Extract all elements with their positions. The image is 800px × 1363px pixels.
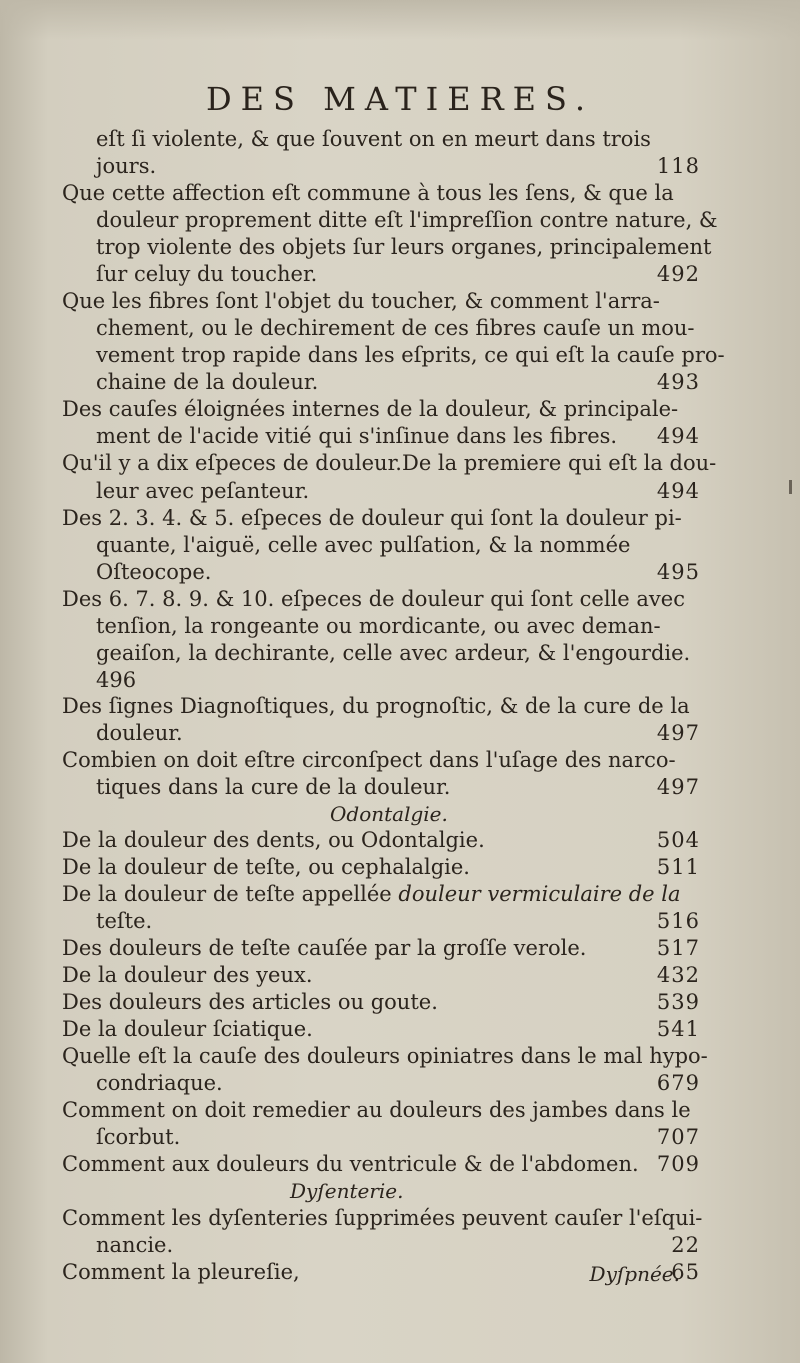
entry-text: De la douleur ſciatique. <box>62 1017 313 1041</box>
index-line <box>0 1206 800 1236</box>
entry-text: eſt ſi violente, & que ſouvent on en meurt dans trois <box>96 127 651 151</box>
page-number: 432 <box>656 963 700 987</box>
index-line <box>0 909 800 939</box>
entry-text: De la douleur des yeux. <box>62 963 313 987</box>
page-number: 492 <box>656 262 700 286</box>
index-line <box>0 748 800 778</box>
index-line <box>0 343 800 373</box>
index-line <box>0 506 800 536</box>
entry-text: 496 <box>96 668 137 692</box>
entry-text: condriaque. <box>96 1071 223 1095</box>
index-line <box>0 316 800 346</box>
index-line <box>0 1125 800 1155</box>
page-number: 65 <box>671 1260 700 1284</box>
index-line <box>0 424 800 454</box>
catchword: Dyſpnée. <box>589 1262 680 1286</box>
entry-text: trop violente des objets ſur leurs organes, principalement <box>96 235 712 259</box>
index-line <box>0 397 800 427</box>
entry-text: Oſteocope. <box>96 560 212 584</box>
entry-text: teſte. <box>96 909 153 933</box>
index-line <box>0 1233 800 1263</box>
page-number: 517 <box>656 936 700 960</box>
index-line <box>0 1260 800 1290</box>
page-number: 504 <box>656 828 700 852</box>
entry-text: jours. <box>96 154 157 178</box>
entry-text: Des ſignes Diagnoſtiques, du prognoſtic, & de la cure de la <box>62 694 690 718</box>
index-line <box>0 694 800 724</box>
entry-text: vement trop rapide dans les eſprits, ce qui eſt la cauſe pro- <box>96 343 725 367</box>
entry-text: Des cauſes éloignées internes de la douleur, & principale- <box>62 397 679 421</box>
section-heading <box>0 1179 800 1209</box>
entry-text: Comment on doit remedier au douleurs des jambes dans le <box>62 1098 691 1122</box>
entry-text: Combien on doit eſtre circonſpect dans l'uſage des narco- <box>62 748 676 772</box>
index-line <box>0 370 800 400</box>
entry-text: Comment les dyſenteries ſupprimées peuvent cauſer l'eſqui- <box>62 1206 703 1230</box>
index-line <box>0 533 800 563</box>
page-number: 495 <box>656 560 700 584</box>
index-line <box>0 1152 800 1182</box>
entry-text: geaiſon, la dechirante, celle avec ardeur, & l'engourdie. <box>96 641 691 665</box>
entry-text: nancie. <box>96 1233 174 1257</box>
page-number: 497 <box>656 775 700 799</box>
running-head: DES MATIERES. <box>206 80 594 118</box>
entry-text: leur avec peſanteur. <box>96 479 310 503</box>
index-line <box>0 479 800 509</box>
entry-text: De la douleur de teſte, ou cephalalgie. <box>62 855 470 879</box>
index-line <box>0 990 800 1020</box>
entry-text: Des 2. 3. 4. & 5. eſpeces de douleur qui ſont la douleur pi- <box>62 506 682 530</box>
entry-wrapper <box>62 882 681 906</box>
entry-text: ſcorbut. <box>96 1125 181 1149</box>
entry-text: Des douleurs de teſte cauſée par la groſſe verole. <box>62 936 587 960</box>
index-line <box>0 560 800 590</box>
page-number: 709 <box>656 1152 700 1176</box>
index-line <box>0 963 800 993</box>
index-line <box>0 775 800 805</box>
index-line <box>0 1044 800 1074</box>
index-line <box>0 208 800 238</box>
page-number: 118 <box>656 154 700 178</box>
entry-text: Que cette affection eſt commune à tous les ſens, & que la <box>62 181 674 205</box>
index-line <box>0 614 800 644</box>
page-edge-mark <box>789 480 792 494</box>
index-line <box>0 882 800 912</box>
entry-text: ſur celuy du toucher. <box>96 262 318 286</box>
index-line <box>0 828 800 858</box>
entry-text: tenſion, la rongeante ou mordicante, ou avec deman- <box>96 614 661 638</box>
entry-text: Dyſenterie. <box>290 1179 404 1203</box>
entry-text: tiques dans la cure de la douleur. <box>96 775 451 799</box>
index-line <box>0 451 800 481</box>
index-line <box>0 1098 800 1128</box>
entry-text: Qu'il y a dix eſpeces de douleur.De la premiere qui eſt la dou- <box>62 451 717 475</box>
page-number: 497 <box>656 721 700 745</box>
entry-text: quante, l'aiguë, celle avec pulſation, & la nommée <box>96 533 631 557</box>
entry-text: Des douleurs des articles ou goute. <box>62 990 438 1014</box>
index-line <box>0 235 800 265</box>
page-number: 493 <box>656 370 700 394</box>
index-line <box>0 289 800 319</box>
entry-text: Quelle eſt la cauſe des douleurs opiniatres dans le mal hypo- <box>62 1044 708 1068</box>
index-line <box>0 936 800 966</box>
entry-text: ment de l'acide vitié qui s'inſinue dans les fibres. <box>96 424 618 448</box>
entry-italic-text: douleur vermiculaire de la <box>398 882 681 906</box>
entry-text: De la douleur des dents, ou Odontalgie. <box>62 828 485 852</box>
page-number: 516 <box>656 909 700 933</box>
entry-text: De la douleur de teſte appellée <box>62 882 399 906</box>
entry-text: Comment aux douleurs du ventricule & de l'abdomen. <box>62 1152 639 1176</box>
entry-text: Odontalgie. <box>330 802 448 826</box>
entry-text: douleur. <box>96 721 183 745</box>
entry-text: chement, ou le dechirement de ces fibres cauſe un mou- <box>96 316 695 340</box>
page-number: 22 <box>671 1233 700 1257</box>
index-line <box>0 154 800 184</box>
page-number: 494 <box>656 479 700 503</box>
index-line <box>0 587 800 617</box>
page-number: 707 <box>656 1125 700 1149</box>
page-number: 511 <box>656 855 700 879</box>
index-line <box>0 1017 800 1047</box>
index-line <box>0 855 800 885</box>
entry-text: Que les fibres ſont l'objet du toucher, & comment l'arra- <box>62 289 660 313</box>
entry-text: chaine de la douleur. <box>96 370 319 394</box>
entry-text: Comment la pleureſie, <box>62 1260 300 1284</box>
page-number: 494 <box>656 424 700 448</box>
index-line <box>0 641 800 671</box>
page-number: 679 <box>656 1071 700 1095</box>
index-line <box>0 127 800 157</box>
index-line <box>0 721 800 751</box>
index-line <box>0 262 800 292</box>
index-line <box>0 1071 800 1101</box>
entry-text: douleur proprement ditte eſt l'impreſſion contre nature, & <box>96 208 718 232</box>
index-line <box>0 181 800 211</box>
page-number: 541 <box>656 1017 700 1041</box>
entry-text: Des 6. 7. 8. 9. & 10. eſpeces de douleur qui ſont celle avec <box>62 587 685 611</box>
page-number: 539 <box>656 990 700 1014</box>
